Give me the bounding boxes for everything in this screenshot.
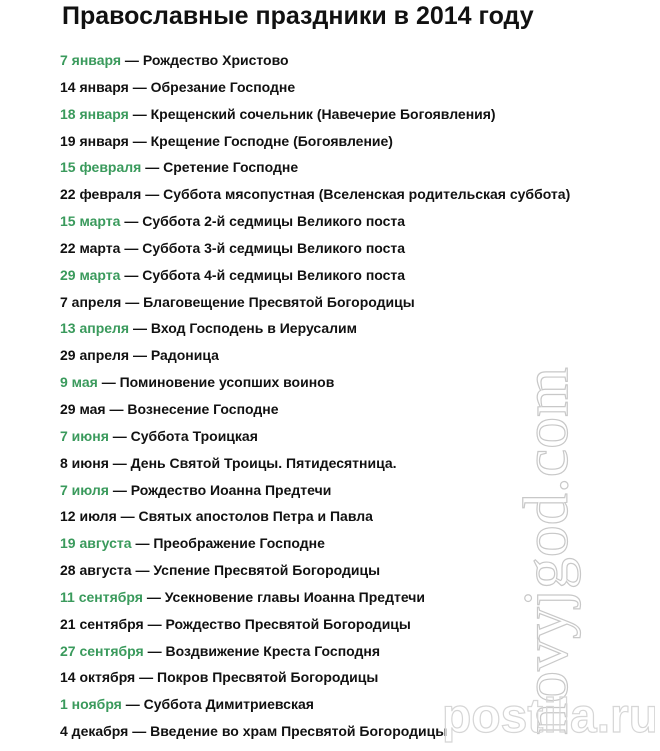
holiday-name: Сретение Господне	[163, 159, 299, 176]
holiday-separator: —	[143, 642, 166, 659]
postila-logo	[440, 686, 655, 746]
holiday-date: 29 мая	[60, 400, 106, 417]
holiday-name: Суббота Димитриевская	[143, 696, 314, 713]
holiday-date: 11 сентября	[60, 588, 143, 605]
holiday-name: Покров Пресвятой Богородицы	[157, 669, 379, 686]
holiday-row	[60, 293, 570, 320]
watermark-text: novyjgod.com	[510, 367, 581, 735]
holiday-name: Благовещение Пресвятой Богородицы	[143, 293, 415, 310]
holiday-date: 28 августа	[60, 562, 132, 579]
holiday-row	[60, 132, 570, 159]
holiday-date: 4 декабря	[60, 723, 129, 740]
holiday-name: Рождество Пресвятой Богородицы	[165, 615, 411, 632]
holiday-name: Суббота 4-й седмицы Великого поста	[142, 266, 406, 283]
holiday-row	[60, 642, 570, 669]
holiday-separator: —	[128, 132, 151, 149]
holiday-row	[60, 266, 570, 293]
holiday-row	[60, 373, 570, 400]
postila-logo-svg	[440, 686, 655, 746]
holiday-separator: —	[141, 159, 164, 176]
holiday-separator: —	[108, 427, 131, 444]
holiday-row	[60, 534, 570, 561]
holiday-date: 18 января	[60, 105, 129, 122]
holiday-separator: —	[105, 400, 128, 417]
holiday-date: 19 августа	[60, 535, 132, 552]
holiday-name: Введение во храм Пресвятой Богородицы	[150, 723, 448, 740]
holiday-name: Усекновение главы Иоанна Предтечи	[164, 588, 425, 605]
holiday-separator: —	[129, 347, 151, 364]
holiday-name: Суббота мясопустная (Вселенская родительская суббота)	[163, 186, 571, 203]
holiday-separator: —	[120, 266, 143, 283]
holiday-row	[60, 212, 570, 239]
holiday-separator: —	[129, 320, 151, 337]
holiday-separator: —	[128, 78, 151, 95]
holiday-row	[60, 481, 570, 508]
holiday-date: 7 апреля	[60, 293, 122, 310]
holiday-name: День Святой Троицы. Пятидесятница.	[130, 454, 397, 471]
holiday-name: Вход Господень в Иерусалим	[150, 320, 357, 337]
holiday-date: 7 июня	[60, 427, 109, 444]
holiday-separator: —	[131, 562, 154, 579]
holiday-date: 1 ноября	[60, 696, 122, 713]
holiday-name: Суббота 2-й седмицы Великого поста	[142, 213, 406, 230]
holiday-date: 12 июля	[60, 508, 117, 525]
holiday-date: 29 марта	[60, 266, 121, 283]
holiday-row	[60, 454, 570, 481]
holiday-row	[60, 158, 570, 185]
holiday-separator: —	[108, 454, 131, 471]
holiday-separator: —	[141, 186, 164, 203]
holiday-row	[60, 78, 570, 105]
holiday-date: 22 марта	[60, 239, 121, 256]
holiday-separator: —	[120, 213, 143, 230]
holiday-row	[60, 239, 570, 266]
holiday-name: Вознесение Господне	[127, 400, 279, 417]
holiday-name: Радоница	[150, 347, 219, 364]
holiday-separator: —	[116, 508, 139, 525]
holiday-date: 7 января	[60, 52, 122, 68]
holiday-name: Рождество Христово	[142, 52, 289, 68]
holiday-row	[60, 615, 570, 642]
holiday-name: Святых апостолов Петра и Павла	[138, 508, 373, 525]
holiday-separator: —	[121, 696, 144, 713]
holiday-date: 7 июля	[60, 481, 109, 498]
holiday-separator: —	[120, 239, 143, 256]
holiday-name: Воздвижение Креста Господня	[165, 642, 381, 659]
holiday-separator: —	[121, 293, 144, 310]
holiday-separator: —	[121, 52, 143, 68]
holiday-name: Преображение Господне	[153, 535, 325, 552]
holiday-row	[60, 105, 570, 132]
holiday-list	[60, 51, 570, 749]
holiday-name: Суббота Троицкая	[130, 427, 258, 444]
holiday-row	[60, 51, 570, 78]
holiday-date: 8 июня	[60, 454, 109, 471]
holiday-date: 21 сентября	[60, 615, 144, 632]
holiday-date: 15 марта	[60, 213, 121, 230]
holiday-row	[60, 346, 570, 373]
holiday-row	[60, 319, 570, 346]
holiday-date: 13 апреля	[60, 320, 130, 337]
holiday-date: 14 января	[60, 78, 129, 95]
holiday-date: 14 октября	[60, 669, 136, 686]
holiday-date: 27 сентября	[60, 642, 144, 659]
holiday-separator: —	[97, 374, 120, 391]
holiday-date: 29 апреля	[60, 347, 130, 364]
holiday-name: Суббота 3-й седмицы Великого поста	[142, 239, 406, 256]
holiday-row	[60, 588, 570, 615]
watermark-svg	[505, 240, 585, 740]
holiday-row	[60, 400, 570, 427]
page-title: Православные праздники в 2014 году	[62, 2, 534, 30]
holiday-row	[60, 561, 570, 588]
holiday-date: 9 мая	[60, 374, 98, 391]
holiday-row	[60, 507, 570, 534]
logo-text: postila.ru	[442, 690, 655, 743]
holiday-date: 15 февраля	[60, 159, 142, 176]
holiday-name: Поминовение усопших воинов	[119, 374, 335, 391]
holiday-name: Обрезание Господне	[150, 78, 296, 95]
holiday-separator: —	[128, 105, 151, 122]
holiday-separator: —	[131, 535, 154, 552]
holiday-separator: —	[142, 588, 165, 605]
holiday-separator: —	[128, 723, 151, 740]
holiday-row	[60, 185, 570, 212]
holiday-name: Успение Пресвятой Богородицы	[153, 562, 381, 579]
watermark	[505, 240, 585, 740]
holiday-name: Крещенский сочельник (Навечерие Богоявления)	[150, 105, 496, 122]
holiday-name: Крещение Господне (Богоявление)	[150, 132, 393, 149]
holiday-date: 19 января	[60, 132, 129, 149]
holiday-separator: —	[135, 669, 158, 686]
holiday-date: 22 февраля	[60, 186, 142, 203]
holiday-row	[60, 427, 570, 454]
holiday-name: Рождество Иоанна Предтечи	[130, 481, 332, 498]
holiday-separator: —	[108, 481, 131, 498]
holiday-separator: —	[143, 615, 166, 632]
